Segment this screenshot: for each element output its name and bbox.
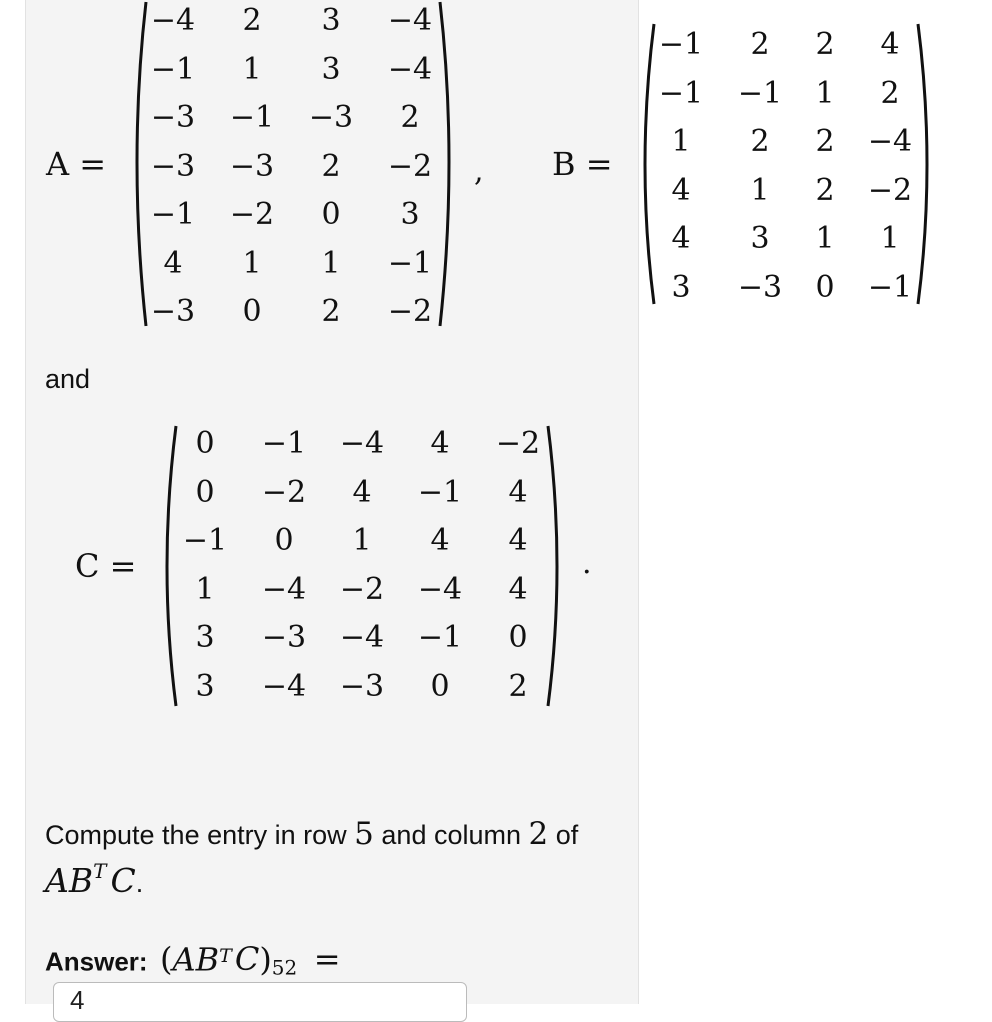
- matrix-a-cell: −3: [229, 148, 275, 184]
- matrix-b-cell: −1: [867, 269, 913, 305]
- answer-input[interactable]: 4: [53, 982, 467, 1022]
- question-col-number: 2: [528, 816, 549, 852]
- matrix-a-cell: −1: [387, 245, 433, 281]
- matrix-b-cell: 0: [815, 269, 835, 305]
- answer-expr-a: A: [172, 940, 196, 979]
- matrix-b-cell: −1: [737, 75, 783, 111]
- matrix-c-period: .: [582, 546, 592, 581]
- question-prefix: Compute the entry in row: [45, 820, 347, 850]
- matrix-b-cell: 2: [815, 27, 835, 62]
- answer-line: [45, 938, 341, 988]
- matrix-a-cell: −2: [387, 294, 433, 329]
- matrix-c-cell: 0: [195, 426, 215, 461]
- matrix-a-comma: ,: [474, 154, 484, 189]
- matrix-b-cell: 1: [880, 221, 900, 256]
- matrix-a-cell: 1: [321, 245, 341, 281]
- matrix-a-cell: 2: [242, 3, 262, 38]
- matrix-a-cell: 3: [321, 51, 341, 87]
- matrix-a-cell: 1: [242, 51, 262, 87]
- matrix-a-cell: 2: [400, 100, 420, 135]
- question-expression: [45, 856, 143, 902]
- matrix-b-cell: 2: [815, 172, 835, 208]
- matrix-b-left-paren: [632, 22, 658, 308]
- matrix-b-cell: 2: [750, 27, 770, 62]
- matrix-c-cell: −2: [339, 571, 385, 607]
- matrix-a-cell: 4: [163, 245, 183, 281]
- matrix-b-cell: −1: [658, 27, 704, 62]
- matrix-c-cell: −4: [261, 571, 307, 607]
- question-middle: and column: [381, 820, 521, 850]
- matrix-b-cell: 2: [880, 75, 900, 111]
- matrix-c-cell: −1: [261, 426, 307, 461]
- matrix-b-cell: 4: [671, 172, 691, 208]
- matrix-a-cell: −4: [387, 3, 433, 38]
- answer-close-paren: ): [259, 940, 272, 979]
- matrix-b-label: B =: [552, 145, 613, 183]
- matrix-b-cell: 2: [815, 124, 835, 159]
- question-suffix: of: [555, 820, 579, 850]
- matrix-b-cell: 1: [750, 172, 770, 208]
- matrix-c-cell: 4: [508, 523, 528, 558]
- matrix-a-cell: 2: [321, 148, 341, 184]
- matrix-b-cell: 2: [750, 124, 770, 159]
- connector-text: and: [45, 364, 91, 394]
- matrix-b-cell: −1: [658, 75, 704, 111]
- matrix-b-cell: 3: [750, 221, 770, 256]
- matrix-c-cell: −4: [339, 426, 385, 461]
- matrix-c-cell: −1: [417, 620, 463, 655]
- matrix-a-cell: 2: [321, 294, 341, 329]
- matrix-a-cell: 0: [242, 294, 262, 329]
- expr-b: B: [68, 861, 94, 900]
- matrix-a-cell: −1: [150, 51, 196, 87]
- answer-label: Answer:: [45, 946, 148, 977]
- matrix-c-cell: −2: [495, 426, 541, 461]
- answer-equals: =: [313, 940, 341, 979]
- matrix-b-cell: −4: [867, 124, 913, 159]
- matrix-c-cell: −4: [417, 571, 463, 607]
- matrix-c-cell: −3: [339, 668, 385, 704]
- matrix-c-cell: −1: [182, 523, 228, 558]
- question-text: [45, 815, 578, 854]
- question-row-number: 5: [354, 816, 374, 852]
- matrix-c-cell: −4: [339, 620, 385, 655]
- matrix-b-cell: 1: [815, 75, 835, 111]
- matrix-a-cell: 0: [321, 197, 341, 232]
- matrix-a-cell: −3: [308, 100, 354, 135]
- matrix-c-cell: 4: [430, 426, 450, 461]
- matrix-c-left-paren: [154, 424, 180, 710]
- matrix-c-cell: 3: [195, 620, 215, 655]
- matrix-c-cell: −2: [261, 474, 307, 510]
- matrix-c-cell: 3: [195, 668, 215, 704]
- matrix-a-cell: −3: [150, 100, 196, 135]
- matrix-c-cell: 4: [430, 523, 450, 558]
- matrix-c-cell: 4: [352, 474, 372, 510]
- matrix-c-cell: 2: [508, 668, 528, 704]
- matrix-c-cell: 4: [508, 474, 528, 510]
- matrix-a-cell: −3: [150, 148, 196, 184]
- matrix-c-right-paren: [544, 424, 570, 710]
- matrix-c-cell: 0: [274, 523, 294, 558]
- matrix-a-cell: −4: [387, 51, 433, 87]
- matrix-a-label: A =: [46, 145, 107, 183]
- matrix-a-cell: −1: [150, 197, 196, 232]
- matrix-b-right-paren: [914, 22, 940, 308]
- matrix-b-cell: 1: [671, 124, 691, 159]
- matrix-c-label: C =: [75, 547, 137, 585]
- matrix-a-cell: −1: [229, 100, 275, 135]
- answer-open-paren: (: [160, 940, 173, 979]
- matrix-a-cell: −2: [387, 148, 433, 184]
- matrix-c-cell: 0: [195, 474, 215, 510]
- expr-a: A: [45, 861, 69, 900]
- matrix-c-cell: 1: [352, 523, 372, 558]
- matrix-a-cell: −2: [229, 197, 275, 232]
- answer-expr-b: B: [195, 940, 220, 979]
- expr-c: C: [110, 861, 136, 900]
- matrix-a-cell: 3: [321, 3, 341, 38]
- matrix-b-cell: 4: [880, 27, 900, 62]
- matrix-a-cell: 3: [400, 197, 420, 232]
- matrix-a-cell: −4: [150, 3, 196, 38]
- matrix-a-cell: 1: [242, 245, 262, 281]
- matrix-b-cell: −3: [737, 269, 783, 305]
- answer-expr-c: C: [234, 940, 260, 979]
- matrix-b-cell: 3: [671, 269, 691, 305]
- matrix-c-cell: −4: [261, 668, 307, 704]
- matrix-c-cell: −1: [417, 474, 463, 510]
- expr-transpose: T: [93, 859, 107, 883]
- matrix-a-cell: −3: [150, 294, 196, 329]
- expr-period: .: [135, 868, 144, 898]
- matrix-a-right-paren: [436, 0, 462, 330]
- matrix-c-cell: 1: [195, 571, 215, 607]
- matrix-c-cell: 0: [430, 668, 450, 704]
- matrix-c-cell: 0: [508, 620, 528, 655]
- matrix-c-cell: 4: [508, 571, 528, 607]
- matrix-c-cell: −3: [261, 620, 307, 655]
- answer-transpose: T: [219, 945, 232, 967]
- answer-subscript: 52: [271, 955, 298, 980]
- matrix-b-cell: 4: [671, 221, 691, 256]
- matrix-b-cell: −2: [867, 172, 913, 208]
- matrix-b-cell: 1: [815, 221, 835, 256]
